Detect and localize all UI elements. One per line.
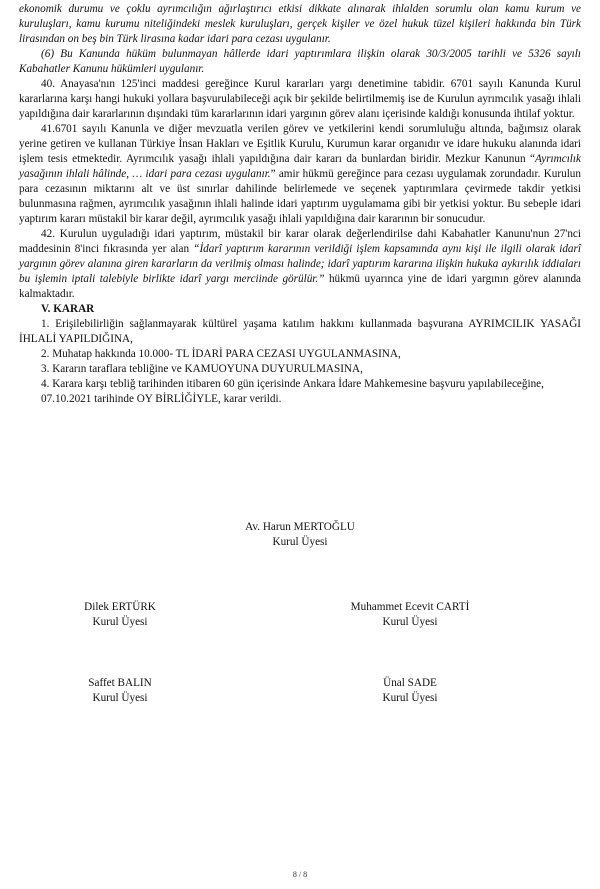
section-heading-karar: V. KARAR	[41, 303, 95, 315]
decision-item-4: 4. Karara karşı tebliğ tarihinden itibaren 60 gün içerisinde Ankara İdare Mahkemesine başvuru yapılabileceğine,	[41, 378, 544, 390]
signatory-name: Dilek ERTÜRK	[84, 601, 156, 613]
signatory-name: Saffet BALIN	[88, 677, 152, 689]
signatory-role: Kurul Üyesi	[92, 616, 148, 628]
signatory-role: Kurul Üyesi	[272, 536, 328, 548]
paragraph-42-text-a: 42. Kurulun uyguladığı idari yaptırım, müstakil bir karar olarak değerlendirilse dahi Kabahatler Kanunu'nun 27'nci maddesinin 8'inci fıkrasında yer alan	[19, 228, 581, 255]
signatory-role: Kurul Üyesi	[382, 616, 438, 628]
decision-item-2: 2. Muhatap hakkında 10.000- TL İDARİ PARA CEZASI UYGULANMASINA,	[41, 348, 401, 360]
paragraph-42-text-b: hükmü uyarınca yine de idari yargının görev alanında kalmaktadır.	[19, 273, 581, 300]
signature-block-4	[40, 676, 200, 706]
signatory-name: Muhammet Ecevit CARTİ	[350, 601, 470, 613]
decision-body	[19, 2, 581, 407]
signatory-role: Kurul Üyesi	[92, 692, 148, 704]
signatory-name: Ünal SADE	[383, 677, 437, 689]
paragraph-40: 40. Anayasa'nın 125'inci maddesi gereğince Kurul kararları yargı denetimine tabidir. 6701 sayılı Kanunda Kurul kararlarına karşı hangi hukuki yollara başvurulabileceği açık bir şekilde belirtilmemiş ise de Kurulun ayrımcılık yasağı ihlali yapıldığına dair kararlarının dışındaki tüm kararlarının idari yargının görev alanı içerisinde kaldığı konusunda ihtilaf yoktur.	[19, 78, 581, 120]
paragraph-42	[19, 227, 581, 302]
decision-date-line: 07.10.2021 tarihinde OY BİRLİĞİYLE, karar verildi.	[41, 393, 282, 405]
signature-block-2	[40, 600, 200, 630]
paragraph-41-quote: Ayrımcılık yasağının ihlali hâlinde, … idari para cezası uygulanır.	[19, 153, 581, 180]
signatory-role: Kurul Üyesi	[382, 692, 438, 704]
page-number: 8 / 8	[292, 870, 308, 879]
signature-block-3	[310, 600, 510, 630]
paragraph-6: (6) Bu Kanunda hüküm bulunmayan hâllerde idari yaptırımlara ilişkin olarak 30/3/2005 tarihli ve 5326 sayılı Kabahatler Kanunu hükümleri uygulanır.	[19, 48, 581, 75]
paragraph-41	[19, 122, 581, 227]
paragraph-42-quote: “İdarî yaptırım kararının verildiği işlem kapsamında aynı kişi ile ilgili olarak idarî yargının görev alanına giren kararların da verilmiş olması halinde; idarî yaptırım kararına ilişkin hukuka aykırılık iddiaları bu işlemin iptali talebiyle birlikte idarî yargı merciinde görülür.”	[19, 243, 581, 285]
paragraph-41-text-b: ” amir hükmü gereğince para cezası uygulamak zorundadır. Kurulun para cezasının miktarını alt ve üst sınırlar dahilinde belirlemede ve seçenek yaptırımlara çevirmede takdir yetkisi bulunmasına rağmen, ayrımcılık yasağının ihlali halinde idari yaptırım uygulamama gibi bir yetkisi yoktur. Bu sebeple idari yaptırım kararı müstakil bir karar değil, ayrımcılık yasağı ihlali yapıldığına dair kararının bir sonucudur.	[19, 168, 581, 225]
decision-item-3: 3. Kararın taraflara tebliğine ve KAMUOYUNA DUYURULMASINA,	[41, 363, 363, 375]
decision-item-1: 1. Erişilebilirliğin sağlanmayarak kültürel yaşama katılım hakkını kullanmada başvurana AYRIMCILIK YASAĞI İHLALİ YAPILDIĞINA,	[19, 318, 581, 345]
paragraph-top: ekonomik durumu ve çoklu ayrımcılığın ağırlaştırıcı etkisi dikkate alınarak ihlalden sorumlu olan kamu kurum ve kuruluşları, kamu kurumu niteliğindeki meslek kuruluşları, gerçek kişiler ve özel hukuk tüzel kişileri hakkında bin Türk lirasından on beş bin Türk lirasına kadar idari para cezası uygulanır.	[19, 3, 581, 45]
signature-block-5	[310, 676, 510, 706]
paragraph-41-text-a: 41.6701 sayılı Kanunla ve diğer mevzuatla verilen görev ve yetkilerini kendi sorumluluğu altında, bağımsız olarak yerine getiren ve kullanan Türkiye İnsan Hakları ve Eşitlik Kurulu, Kurumun karar organıdır ve idare hukuku alanında idari işlem tesis etmektedir. Ayrımcılık yasağı ihlali yapıldığına dair kararı da bunlardan biridir. Mezkur Kanunun “	[19, 123, 581, 165]
signature-block-1	[200, 520, 400, 550]
signatory-name: Av. Harun MERTOĞLU	[245, 521, 355, 533]
